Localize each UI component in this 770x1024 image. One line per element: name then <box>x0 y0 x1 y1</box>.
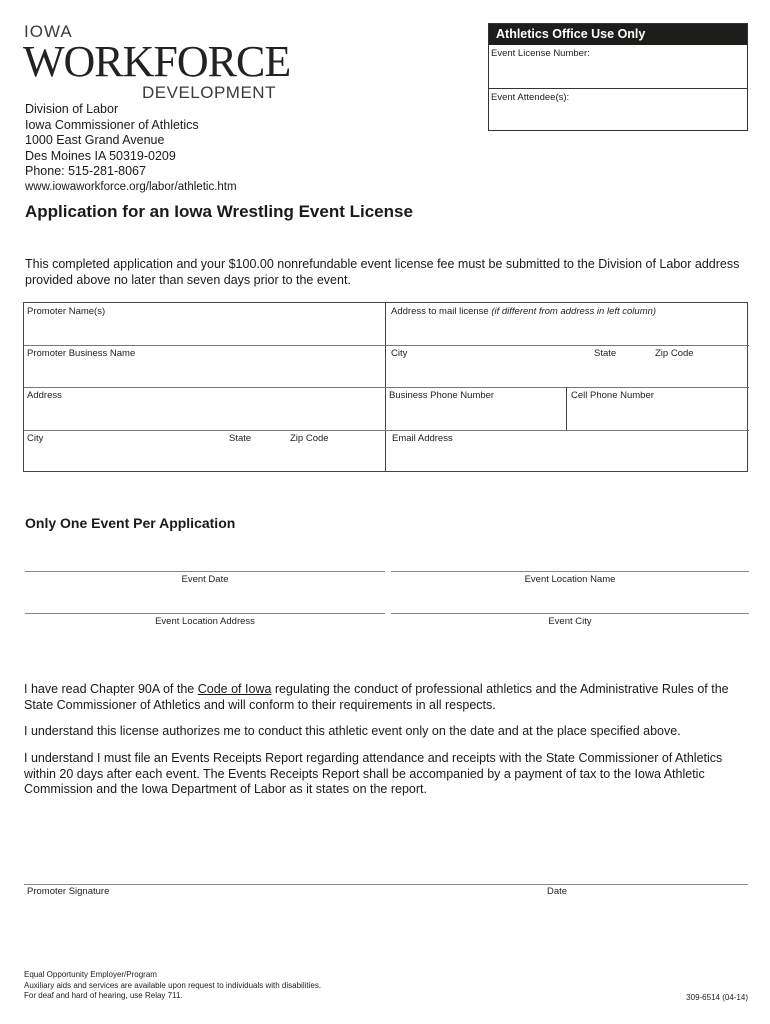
signature-date-label: Date <box>547 886 568 897</box>
mail-zip-label: Zip Code <box>655 348 694 359</box>
mail-zip-field[interactable] <box>655 348 694 359</box>
mail-address-label: Address to mail license <box>391 306 489 317</box>
statement-chapter-90a <box>24 682 749 713</box>
promoter-signature-label: Promoter Signature <box>27 886 110 897</box>
promoter-info-grid <box>23 302 748 472</box>
business-phone-field[interactable] <box>389 390 494 401</box>
address-website: www.iowaworkforce.org/labor/athletic.htm <box>25 180 237 193</box>
city-field[interactable] <box>27 433 43 444</box>
statement-1-start: I have read Chapter 90A of the <box>24 682 198 696</box>
section-subtitle: Only One Event Per Application <box>25 515 236 531</box>
mail-address-field[interactable] <box>391 306 656 317</box>
footer-notice <box>24 970 321 1002</box>
business-phone-label: Business Phone Number <box>389 390 495 401</box>
promoter-names-label: Promoter Name(s) <box>27 306 106 317</box>
event-location-address-line[interactable] <box>25 613 385 614</box>
event-city-line[interactable] <box>391 613 749 614</box>
event-location-name-line[interactable] <box>391 571 749 572</box>
footer-line-3: For deaf and hard of hearing, use Relay 711. <box>24 991 183 1000</box>
mail-state-field[interactable] <box>594 348 616 359</box>
footer-line-1: Equal Opportunity Employer/Program <box>24 970 157 979</box>
cell-phone-label: Cell Phone Number <box>571 390 654 401</box>
city-label: City <box>27 433 44 444</box>
state-field[interactable] <box>229 433 251 444</box>
address-phone: Phone: 515-281-8067 <box>25 164 146 178</box>
zip-field[interactable] <box>290 433 329 444</box>
business-name-field[interactable] <box>27 348 135 359</box>
address-line-1: Division of Labor <box>25 102 119 116</box>
promoter-names-field[interactable] <box>27 306 105 317</box>
address-label: Address <box>27 390 62 401</box>
grid-row-divider <box>24 430 749 431</box>
logo-workforce-text: WORKFORCE <box>23 37 291 86</box>
event-city-label: Event City <box>548 616 592 627</box>
address-field[interactable] <box>27 390 62 401</box>
mail-city-label: City <box>391 348 408 359</box>
page-title: Application for an Iowa Wrestling Event License <box>25 202 413 221</box>
event-date-line[interactable] <box>25 571 385 572</box>
event-location-name-label: Event Location Name <box>524 574 616 585</box>
office-use-box <box>488 23 748 131</box>
address-line-2: Iowa Commissioner of Athletics <box>25 117 199 132</box>
grid-row-divider <box>24 345 749 346</box>
statement-1-end: regulating the conduct of professional athletics and the Administrative Rules of the State Commissioner of Athletics and will conform to their requirements in all respects. <box>24 682 729 712</box>
division-address <box>25 102 237 195</box>
event-license-number-label: Event License Number: <box>491 48 590 59</box>
email-label: Email Address <box>392 433 453 444</box>
grid-phone-divider <box>566 387 567 430</box>
event-date-label: Event Date <box>181 574 229 585</box>
code-of-iowa-link[interactable]: Code of Iowa <box>197 682 272 696</box>
event-attendees-label: Event Attendee(s): <box>491 92 570 103</box>
office-use-title: Athletics Office Use Only <box>489 24 747 45</box>
address-line-3: 1000 East Grand Avenue <box>25 133 165 147</box>
event-attendees-field[interactable] <box>489 88 747 131</box>
event-location-address-label: Event Location Address <box>155 616 255 627</box>
statement-receipts-report: I understand I must file an Events Receipts Report regarding attendance and receipts with the State Commissioner of Athletics within 20 days after each event. The Events Receipts Report shall be accompanied by a payment of tax to the Iowa Athletic Commission and the Iowa Department of Labor as it states on the report. <box>24 751 723 796</box>
business-name-label: Promoter Business Name <box>27 348 136 359</box>
iowa-workforce-logo <box>23 22 291 102</box>
signature-line[interactable] <box>24 884 748 885</box>
cell-phone-field[interactable] <box>571 390 654 401</box>
state-label: State <box>229 433 252 444</box>
event-license-number-field[interactable] <box>489 45 747 88</box>
intro-text: This completed application and your $100.00 nonrefundable event license fee must be submitted to the Division of Labor address provided above no later than seven days prior to the event. <box>25 257 740 287</box>
mail-address-note: (if different from address in left column) <box>491 306 657 317</box>
grid-row-divider <box>24 387 749 388</box>
mail-state-label: State <box>594 348 617 359</box>
form-number: 309-6514 (04-14) <box>686 993 748 1002</box>
mail-city-field[interactable] <box>391 348 407 359</box>
logo-iowa-text: IOWA <box>24 22 73 41</box>
zip-label: Zip Code <box>290 433 329 444</box>
footer-line-2: Auxiliary aids and services are available upon request to individuals with disabilities. <box>24 980 322 990</box>
address-line-4: Des Moines IA 50319-0209 <box>25 148 176 163</box>
logo-development-text: DEVELOPMENT <box>142 83 276 102</box>
statement-license-scope: I understand this license authorizes me to conduct this athletic event only on the date and at the place specified above. <box>24 724 681 738</box>
email-field[interactable] <box>392 433 453 444</box>
